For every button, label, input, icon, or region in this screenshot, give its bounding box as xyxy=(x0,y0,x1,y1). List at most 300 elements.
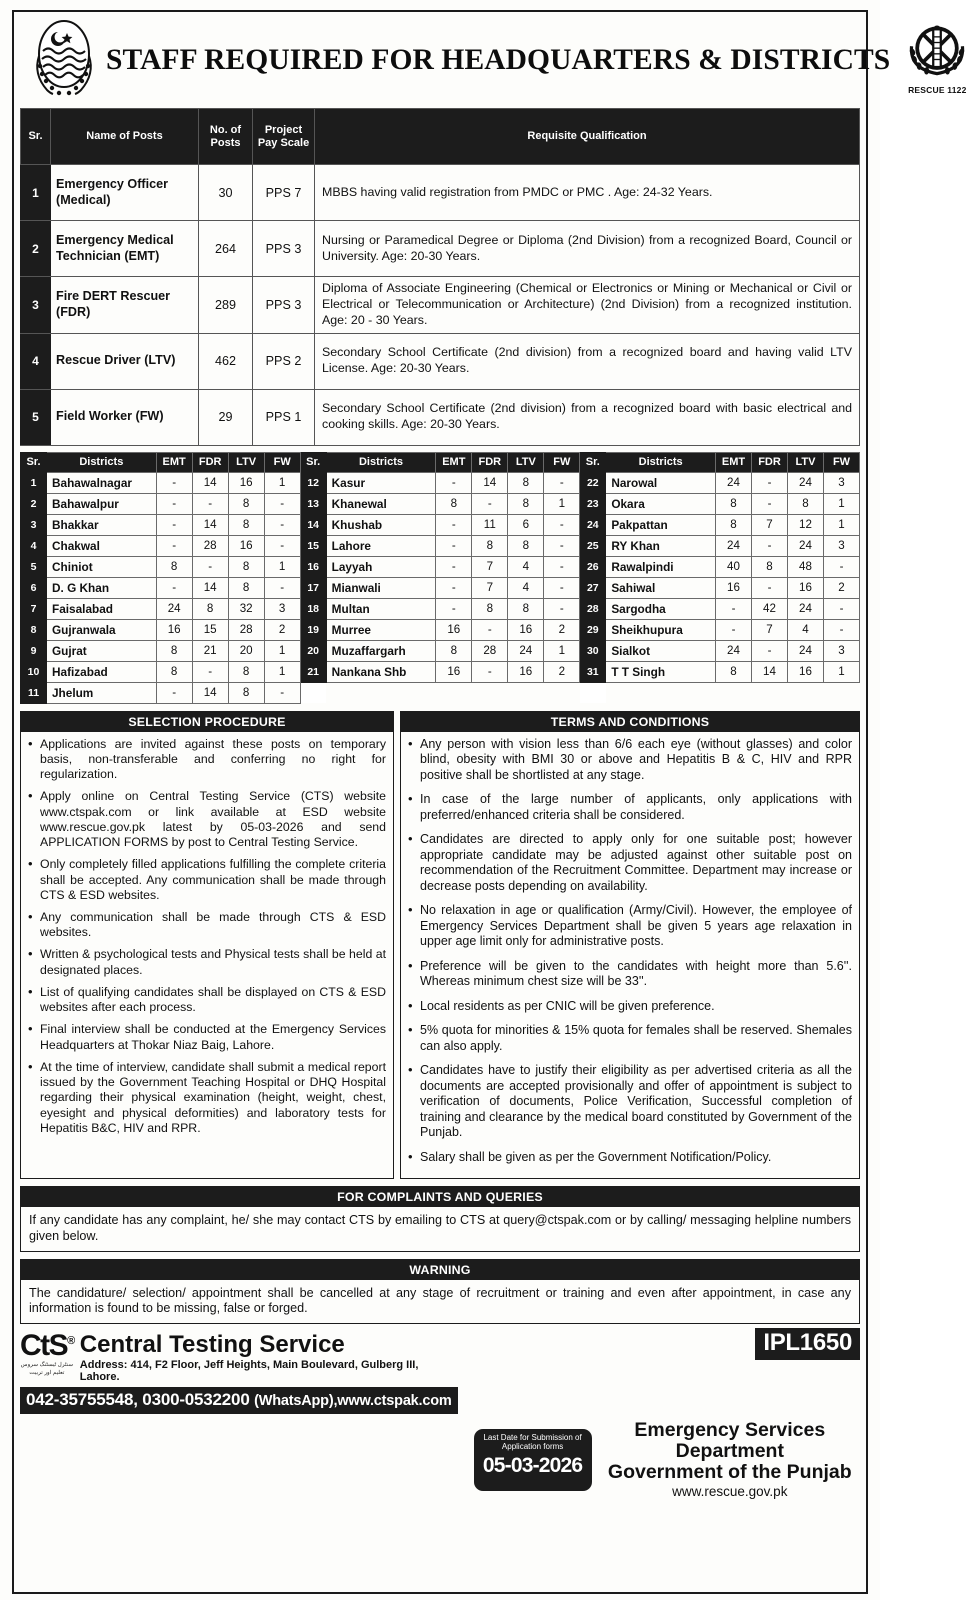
district-sr: 2 xyxy=(21,493,47,514)
table-row xyxy=(21,535,860,556)
district-fw: 2 xyxy=(544,661,580,682)
terms-and-conditions-item: • In case of the large number of applicants, only applications with preferred/enhanced criteria shall be considered. xyxy=(408,792,852,823)
district-fdr: 14 xyxy=(192,472,228,493)
col-header-sr-g1: Sr. xyxy=(21,452,47,472)
district-name: Sargodha xyxy=(606,598,716,619)
district-sr: 9 xyxy=(21,640,47,661)
post-qualification: Diploma of Associate Engineering (Chemical or Electronics or Mining or Mechanical or Civil or Electrical or Telecommunication or Architecture) (2nd Division) from a recognized institution. Age: 20 - 30 Years. xyxy=(315,277,860,334)
district-ltv: 8 xyxy=(228,493,264,514)
col-header-ltv-g3: LTV xyxy=(788,452,824,472)
district-sr xyxy=(300,682,326,703)
district-ltv: 8 xyxy=(228,682,264,703)
table-row xyxy=(21,389,860,445)
district-emt: - xyxy=(436,472,472,493)
warning-heading: WARNING xyxy=(21,1260,859,1280)
government-of-punjab-emblem-icon xyxy=(26,18,102,102)
terms-and-conditions-item: • Candidates have to justify their eligibility as per advertised criteria as all the documents are accepted provisionally and offer of appointment is subject to verification of documents, Police Verification, Successful completion of training and clearance by the medical board constituted by Government of the Punjab. xyxy=(408,1063,852,1141)
district-fdr: 8 xyxy=(472,535,508,556)
post-pay-scale: PPS 1 xyxy=(253,389,315,445)
warning-text: The candidature/ selection/ appointment shall be cancelled at any stage of recruitment or training and even after appointment, in case any information is found to be missing, false or forged. xyxy=(29,1285,851,1316)
department-website: www.rescue.gov.pk xyxy=(672,1484,788,1499)
district-sr: 18 xyxy=(300,598,326,619)
selection-procedure-item: • Any communication shall be made through CTS & ESD websites. xyxy=(28,910,386,940)
cts-phone-bar[interactable] xyxy=(20,1387,458,1414)
district-fdr: - xyxy=(472,619,508,640)
district-fw: - xyxy=(544,598,580,619)
district-fw: - xyxy=(264,514,300,535)
district-ltv: 24 xyxy=(788,472,824,493)
district-emt: - xyxy=(716,598,752,619)
terms-and-conditions-item: • No relaxation in age or qualification (Army/Civil). However, the employee of Emergency Services Department shall be given 5 years age relaxation in upper age limit only for administrative posts. xyxy=(408,903,852,950)
col-header-sr: Sr. xyxy=(21,109,51,165)
district-name: Sialkot xyxy=(606,640,716,661)
district-name xyxy=(326,682,436,703)
cts-logo xyxy=(20,1329,74,1376)
district-emt: 16 xyxy=(436,661,472,682)
district-fdr: 7 xyxy=(472,556,508,577)
district-emt: 8 xyxy=(156,640,192,661)
district-emt: 8 xyxy=(436,640,472,661)
complaints-text: If any candidate has any complaint, he/ she may contact CTS by emailing to CTS at query@ctspak.com or by calling/ messaging helpline numbers given below. xyxy=(29,1213,851,1243)
table-row xyxy=(21,472,860,493)
district-fw: - xyxy=(824,598,860,619)
district-sr: 19 xyxy=(300,619,326,640)
district-emt: 24 xyxy=(716,535,752,556)
district-sr: 3 xyxy=(21,514,47,535)
post-sr: 4 xyxy=(21,333,51,389)
col-header-fw-g3: FW xyxy=(824,452,860,472)
district-ltv: 8 xyxy=(508,472,544,493)
table-row xyxy=(21,682,860,703)
district-fw: - xyxy=(264,493,300,514)
district-ltv: 4 xyxy=(788,619,824,640)
post-name: Emergency Officer (Medical) xyxy=(51,165,199,221)
district-sr: 15 xyxy=(300,535,326,556)
table-row xyxy=(21,619,860,640)
last-date-badge xyxy=(474,1429,592,1491)
district-fdr: 42 xyxy=(752,598,788,619)
table-row xyxy=(21,165,860,221)
district-fw: 1 xyxy=(824,493,860,514)
ipl-code-badge: IPL1650 xyxy=(755,1328,860,1360)
district-name: Gujrat xyxy=(47,640,157,661)
selection-procedure-item: • Written & psychological tests and Physical tests shall be held at designated places. xyxy=(28,947,386,977)
col-header-sr-g2: Sr. xyxy=(300,452,326,472)
cts-website: (WhatsApp),www.ctspak.com xyxy=(254,1393,452,1410)
col-header-qualification: Requisite Qualification xyxy=(315,109,860,165)
col-header-districts-g1: Districts xyxy=(47,452,157,472)
district-ltv: 16 xyxy=(228,472,264,493)
district-fdr: 8 xyxy=(472,598,508,619)
district-sr: 25 xyxy=(580,535,606,556)
col-header-ltv-g2: LTV xyxy=(508,452,544,472)
district-fdr: 21 xyxy=(192,640,228,661)
district-emt: - xyxy=(156,493,192,514)
district-fdr: 7 xyxy=(752,619,788,640)
cts-wordmark xyxy=(20,1329,74,1363)
district-ltv: 16 xyxy=(788,577,824,598)
district-name: Jhelum xyxy=(47,682,157,703)
post-name: Rescue Driver (LTV) xyxy=(51,333,199,389)
district-fw: 3 xyxy=(824,472,860,493)
district-emt: - xyxy=(436,598,472,619)
district-name: Lahore xyxy=(326,535,436,556)
district-name xyxy=(606,682,716,703)
district-fdr xyxy=(472,682,508,703)
district-ltv: 24 xyxy=(788,598,824,619)
rescue-logo-caption: RESCUE 1122 xyxy=(908,85,967,95)
district-fdr: 28 xyxy=(192,535,228,556)
district-fw: - xyxy=(544,472,580,493)
district-name: Nankana Shb xyxy=(326,661,436,682)
district-name: Khushab xyxy=(326,514,436,535)
district-name: Narowal xyxy=(606,472,716,493)
district-fw xyxy=(544,682,580,703)
selection-procedure-item: • Only completely filled applications fulfilling the complete criteria shall be accepted. Any communication shall be made through CTS & ESD websites. xyxy=(28,857,386,903)
district-name: Khanewal xyxy=(326,493,436,514)
district-ltv: 8 xyxy=(228,577,264,598)
district-fdr: 14 xyxy=(192,514,228,535)
last-date-label: Last Date for Submission of Application forms xyxy=(483,1433,582,1452)
district-ltv: 4 xyxy=(508,556,544,577)
district-ltv: 8 xyxy=(228,556,264,577)
district-fw: 3 xyxy=(824,535,860,556)
district-fdr: 28 xyxy=(472,640,508,661)
district-sr: 13 xyxy=(300,493,326,514)
district-emt: 8 xyxy=(716,661,752,682)
district-fdr: - xyxy=(752,472,788,493)
district-name: Chiniot xyxy=(47,556,157,577)
warning-panel xyxy=(20,1259,860,1324)
district-sr: 22 xyxy=(580,472,606,493)
cts-name-block xyxy=(80,1332,458,1383)
district-name: T T Singh xyxy=(606,661,716,682)
district-ltv: 20 xyxy=(228,640,264,661)
district-emt: 40 xyxy=(716,556,752,577)
post-count: 30 xyxy=(199,165,253,221)
district-fdr: 11 xyxy=(472,514,508,535)
district-emt xyxy=(716,682,752,703)
terms-and-conditions-body xyxy=(401,732,859,1179)
district-emt: 24 xyxy=(716,472,752,493)
district-ltv: 28 xyxy=(228,619,264,640)
district-sr: 10 xyxy=(21,661,47,682)
department-block xyxy=(464,1329,860,1588)
terms-and-conditions-item: • Local residents as per CNIC will be given preference. xyxy=(408,999,852,1015)
district-name: Mianwali xyxy=(326,577,436,598)
district-ltv: 8 xyxy=(508,535,544,556)
district-ltv: 24 xyxy=(508,640,544,661)
district-fw: 3 xyxy=(824,640,860,661)
district-name: Sahiwal xyxy=(606,577,716,598)
district-fw: - xyxy=(264,577,300,598)
district-ltv: 8 xyxy=(508,598,544,619)
district-sr: 1 xyxy=(21,472,47,493)
district-name: Okara xyxy=(606,493,716,514)
district-emt: 16 xyxy=(436,619,472,640)
districts-table xyxy=(20,452,860,704)
district-fdr: 14 xyxy=(192,577,228,598)
district-fdr: - xyxy=(472,661,508,682)
district-sr: 6 xyxy=(21,577,47,598)
district-fdr: 8 xyxy=(752,556,788,577)
district-emt: 16 xyxy=(716,577,752,598)
registered-trademark-icon: ® xyxy=(67,1335,74,1348)
district-fw: 2 xyxy=(824,577,860,598)
terms-and-conditions-heading: TERMS AND CONDITIONS xyxy=(401,712,859,732)
district-name: Multan xyxy=(326,598,436,619)
terms-and-conditions-panel xyxy=(400,711,860,1180)
col-header-ltv-g1: LTV xyxy=(228,452,264,472)
posts-table-header-row xyxy=(21,109,860,165)
cts-logo-row xyxy=(20,1329,458,1384)
selection-procedure-panel xyxy=(20,711,394,1180)
col-header-fdr-g3: FDR xyxy=(752,452,788,472)
district-emt: - xyxy=(156,577,192,598)
district-fdr xyxy=(752,682,788,703)
district-emt: 24 xyxy=(156,598,192,619)
district-ltv: 24 xyxy=(788,535,824,556)
complaints-panel xyxy=(20,1186,860,1251)
district-fw: 2 xyxy=(544,619,580,640)
district-fw: - xyxy=(544,577,580,598)
col-header-fw-g2: FW xyxy=(544,452,580,472)
district-fw: 3 xyxy=(264,598,300,619)
terms-and-conditions-item: • Preference will be given to the candidates with height more than 5.6''. Whereas minimum chest size will be 33''. xyxy=(408,959,852,990)
col-header-fdr-g2: FDR xyxy=(472,452,508,472)
district-ltv xyxy=(788,682,824,703)
district-fdr: 14 xyxy=(752,661,788,682)
col-header-fw-g1: FW xyxy=(264,452,300,472)
table-row xyxy=(21,493,860,514)
post-qualification: MBBS having valid registration from PMDC or PMC . Age: 24-32 Years. xyxy=(315,165,860,221)
cts-wordmark-text: CtS xyxy=(20,1329,68,1363)
post-pay-scale: PPS 3 xyxy=(253,277,315,334)
district-fw: 1 xyxy=(824,661,860,682)
complaints-heading: FOR COMPLAINTS AND QUERIES xyxy=(21,1187,859,1207)
post-sr: 3 xyxy=(21,277,51,334)
post-count: 289 xyxy=(199,277,253,334)
district-fw: 1 xyxy=(544,493,580,514)
district-ltv: 4 xyxy=(508,577,544,598)
col-header-name: Name of Posts xyxy=(51,109,199,165)
districts-section xyxy=(20,452,860,704)
district-ltv: 8 xyxy=(228,661,264,682)
district-name: Hafizabad xyxy=(47,661,157,682)
district-fw: 1 xyxy=(264,472,300,493)
district-emt: - xyxy=(716,619,752,640)
posts-table xyxy=(20,108,860,446)
terms-and-conditions-list xyxy=(408,737,852,1166)
district-ltv: 6 xyxy=(508,514,544,535)
post-qualification: Nursing or Paramedical Degree or Diploma (2nd Division) from a recognized Board, Council or University. Age: 20-30 Years. xyxy=(315,221,860,277)
post-count: 264 xyxy=(199,221,253,277)
rescue-1122-emblem-icon xyxy=(894,18,980,102)
district-fdr: 7 xyxy=(472,577,508,598)
col-header-fdr-g1: FDR xyxy=(192,452,228,472)
district-sr: 11 xyxy=(21,682,47,703)
terms-and-conditions-item: • 5% quota for minorities & 15% quota for females shall be reserved. Shemales can also apply. xyxy=(408,1023,852,1054)
district-fw: 2 xyxy=(264,619,300,640)
selection-procedure-heading: SELECTION PROCEDURE xyxy=(21,712,393,732)
district-sr: 12 xyxy=(300,472,326,493)
selection-procedure-list xyxy=(28,737,386,1136)
district-ltv: 8 xyxy=(228,514,264,535)
district-fw: 1 xyxy=(544,640,580,661)
col-header-emt-g3: EMT xyxy=(716,452,752,472)
district-sr: 8 xyxy=(21,619,47,640)
government-name: Government of the Punjab xyxy=(607,1460,852,1483)
district-name: Pakpattan xyxy=(606,514,716,535)
terms-and-conditions-item: • Candidates are directed to apply only for one suitable post; however appropriate candidate may be adjusted against other suitable post on recommendation of the Recruitment Committee. Department may increase or decrease posts depending on availability. xyxy=(408,832,852,894)
table-row xyxy=(21,514,860,535)
post-name: Field Worker (FW) xyxy=(51,389,199,445)
col-header-districts-g3: Districts xyxy=(606,452,716,472)
table-row xyxy=(21,577,860,598)
table-row xyxy=(21,221,860,277)
district-fdr: 14 xyxy=(192,682,228,703)
district-fdr: - xyxy=(192,661,228,682)
districts-table-header-row xyxy=(21,452,860,472)
district-name: D. G Khan xyxy=(47,577,157,598)
district-sr: 30 xyxy=(580,640,606,661)
district-ltv xyxy=(508,682,544,703)
district-fw: - xyxy=(544,556,580,577)
district-name: Rawalpindi xyxy=(606,556,716,577)
district-emt: - xyxy=(436,577,472,598)
district-ltv: 16 xyxy=(788,661,824,682)
district-fdr: - xyxy=(752,640,788,661)
district-sr: 29 xyxy=(580,619,606,640)
district-ltv: 12 xyxy=(788,514,824,535)
post-count: 462 xyxy=(199,333,253,389)
district-fw: 1 xyxy=(264,556,300,577)
district-sr: 26 xyxy=(580,556,606,577)
district-fw: - xyxy=(544,514,580,535)
district-sr: 23 xyxy=(580,493,606,514)
post-pay-scale: PPS 2 xyxy=(253,333,315,389)
post-pay-scale: PPS 7 xyxy=(253,165,315,221)
table-row xyxy=(21,333,860,389)
district-fw: - xyxy=(264,535,300,556)
cts-address: Address: 414, F2 Floor, Jeff Heights, Main Boulevard, Gulberg III, Lahore. xyxy=(79,1359,419,1384)
district-ltv: 8 xyxy=(788,493,824,514)
cts-urdu-line-2: تعلیم اور تربیت xyxy=(29,1369,65,1376)
district-fw: - xyxy=(824,556,860,577)
district-name: Layyah xyxy=(326,556,436,577)
district-ltv: 48 xyxy=(788,556,824,577)
terms-and-conditions-item: • Any person with vision less than 6/6 each eye (without glasses) and color blind, obesity with BMI 30 or above and Hepatitis B & C, HIV and RPR positive shall be shortlisted at any stage. xyxy=(408,737,852,784)
district-name: Muzaffargarh xyxy=(326,640,436,661)
district-name: Faisalabad xyxy=(47,598,157,619)
district-name: Bahawalpur xyxy=(47,493,157,514)
department-name: Emergency Services Department xyxy=(634,1418,826,1462)
district-emt: - xyxy=(436,535,472,556)
district-emt: 8 xyxy=(436,493,472,514)
complaints-body xyxy=(21,1207,859,1250)
post-count: 29 xyxy=(199,389,253,445)
district-name: Sheikhupura xyxy=(606,619,716,640)
last-date-value: 05-03-2026 xyxy=(482,1453,583,1477)
district-emt: - xyxy=(436,556,472,577)
cts-urdu-line-1: سنٹرل ٹیسٹنگ سروس xyxy=(20,1361,74,1368)
district-fdr: - xyxy=(752,535,788,556)
table-row xyxy=(21,277,860,334)
district-name: Kasur xyxy=(326,472,436,493)
district-emt: 8 xyxy=(716,514,752,535)
selection-procedure-body xyxy=(21,732,393,1179)
cts-contact-block xyxy=(20,1329,458,1588)
district-sr: 24 xyxy=(580,514,606,535)
post-sr: 5 xyxy=(21,389,51,445)
district-name: RY Khan xyxy=(606,535,716,556)
col-header-emt-g1: EMT xyxy=(156,452,192,472)
district-emt xyxy=(436,682,472,703)
table-row xyxy=(21,640,860,661)
district-fw: - xyxy=(544,535,580,556)
district-emt: 8 xyxy=(156,556,192,577)
selection-procedure-item: • At the time of interview, candidate shall submit a medical report issued by the Government Teaching Hospital or DHQ Hospital regarding their physical examination (height, weight, chest, eyesight and physical deformities) and laboratory tests for Hepatitis B&C, HIV and RPR. xyxy=(28,1060,386,1136)
district-ltv: 16 xyxy=(508,619,544,640)
district-fw xyxy=(824,682,860,703)
district-sr: 28 xyxy=(580,598,606,619)
district-fw: 1 xyxy=(264,640,300,661)
district-sr: 31 xyxy=(580,661,606,682)
district-sr: 14 xyxy=(300,514,326,535)
page-header xyxy=(20,16,967,108)
district-sr: 7 xyxy=(21,598,47,619)
cts-name: Central Testing Service xyxy=(79,1331,345,1359)
warning-body xyxy=(21,1280,859,1323)
post-sr: 2 xyxy=(21,221,51,277)
district-ltv: 32 xyxy=(228,598,264,619)
post-qualification: Secondary School Certificate (2nd division) from a recognized board with basic electrical and cooking skills. Age: 20-30 Years. xyxy=(315,389,860,445)
selection-procedure-item: • Final interview shall be conducted at the Emergency Services Headquarters at Thokar Niaz Baig, Lahore. xyxy=(28,1022,386,1052)
page-footer xyxy=(20,1329,860,1588)
post-name: Fire DERT Rescuer (FDR) xyxy=(51,277,199,334)
district-emt: - xyxy=(156,472,192,493)
district-fdr: 8 xyxy=(192,598,228,619)
post-qualification: Secondary School Certificate (2nd division) from a recognized board and having valid LTV License. Age: 20-30 Years. xyxy=(315,333,860,389)
district-fdr: - xyxy=(752,493,788,514)
district-name: Gujranwala xyxy=(47,619,157,640)
district-sr: 17 xyxy=(300,577,326,598)
department-names xyxy=(592,1420,860,1500)
district-emt: - xyxy=(156,514,192,535)
col-header-sr-g3: Sr. xyxy=(580,452,606,472)
table-row xyxy=(21,598,860,619)
district-sr: 20 xyxy=(300,640,326,661)
district-fdr: - xyxy=(192,493,228,514)
district-emt: 8 xyxy=(716,493,752,514)
district-name: Murree xyxy=(326,619,436,640)
district-ltv: 24 xyxy=(788,640,824,661)
district-fdr: 7 xyxy=(752,514,788,535)
district-fdr: 14 xyxy=(472,472,508,493)
district-sr: 5 xyxy=(21,556,47,577)
district-ltv: 8 xyxy=(508,493,544,514)
district-emt: 24 xyxy=(716,640,752,661)
post-pay-scale: PPS 3 xyxy=(253,221,315,277)
page-title: STAFF REQUIRED FOR HEADQUARTERS & DISTRICTS xyxy=(106,43,891,76)
selection-procedure-item: • List of qualifying candidates shall be displayed on CTS & ESD websites after each process. xyxy=(28,985,386,1015)
table-row xyxy=(21,661,860,682)
district-sr: 21 xyxy=(300,661,326,682)
district-sr: 4 xyxy=(21,535,47,556)
district-sr: 27 xyxy=(580,577,606,598)
district-emt: 16 xyxy=(156,619,192,640)
district-ltv: 16 xyxy=(228,535,264,556)
